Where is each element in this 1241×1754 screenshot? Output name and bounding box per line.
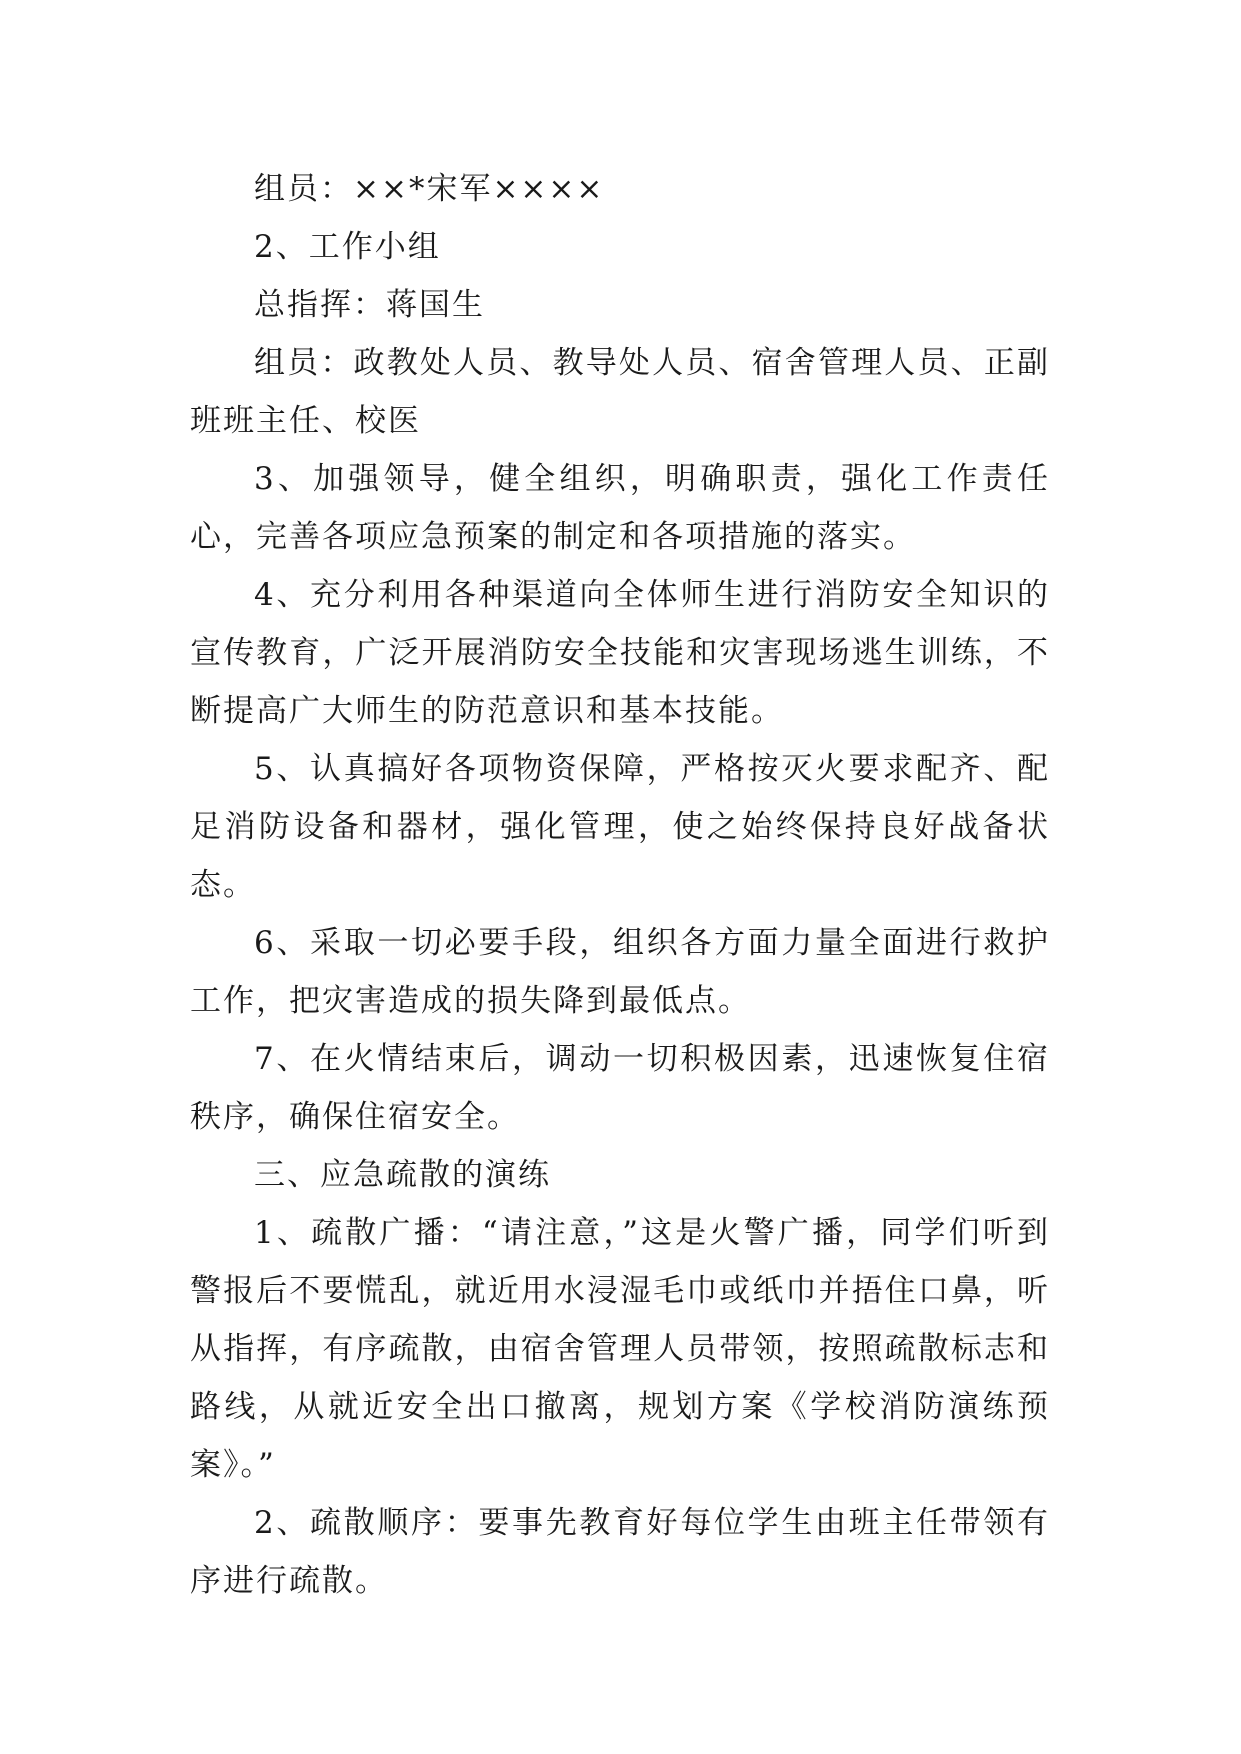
team-members-line: 组员：××*宋军×××× <box>254 171 605 207</box>
working-group-members: 组员：政教处人员、教导处人员、宿舍管理人员、正副班班主任、校医 <box>190 345 1050 439</box>
section-3-heading: 三、应急疏散的演练 <box>254 1157 551 1193</box>
working-group-heading: 2、工作小组 <box>254 229 441 265</box>
commander-line: 总指挥：蒋国生 <box>254 287 485 323</box>
document-body <box>190 160 1050 1610</box>
evacuation-order: 2、疏散顺序：要事先教育好每位学生由班主任带领有序进行疏散。 <box>190 1505 1050 1599</box>
item-5-supplies: 5、认真搞好各项物资保障，严格按灭火要求配齐、配足消防设备和器材，强化管理，使之始终保持良好战备状态。 <box>190 751 1050 903</box>
item-6-rescue: 6、采取一切必要手段，组织各方面力量全面进行救护工作，把灾害造成的损失降到最低点。 <box>190 925 1050 1019</box>
evacuation-broadcast: 1、疏散广播：“请注意，”这是火警广播，同学们听到警报后不要慌乱，就近用水浸湿毛巾或纸巾并捂住口鼻，听从指挥，有序疏散，由宿舍管理人员带领，按照疏散标志和路线，从就近安全出口撤离，规划方案《学校消防演练预案》。” <box>190 1215 1050 1483</box>
item-7-recovery: 7、在火情结束后，调动一切积极因素，迅速恢复住宿秩序，确保住宿安全。 <box>190 1041 1050 1135</box>
item-3-leadership: 3、加强领导，健全组织，明确职责，强化工作责任心，完善各项应急预案的制定和各项措施的落实。 <box>190 461 1050 555</box>
item-4-education: 4、充分利用各种渠道向全体师生进行消防安全知识的宣传教育，广泛开展消防安全技能和灾害现场逃生训练，不断提高广大师生的防范意识和基本技能。 <box>190 577 1050 729</box>
